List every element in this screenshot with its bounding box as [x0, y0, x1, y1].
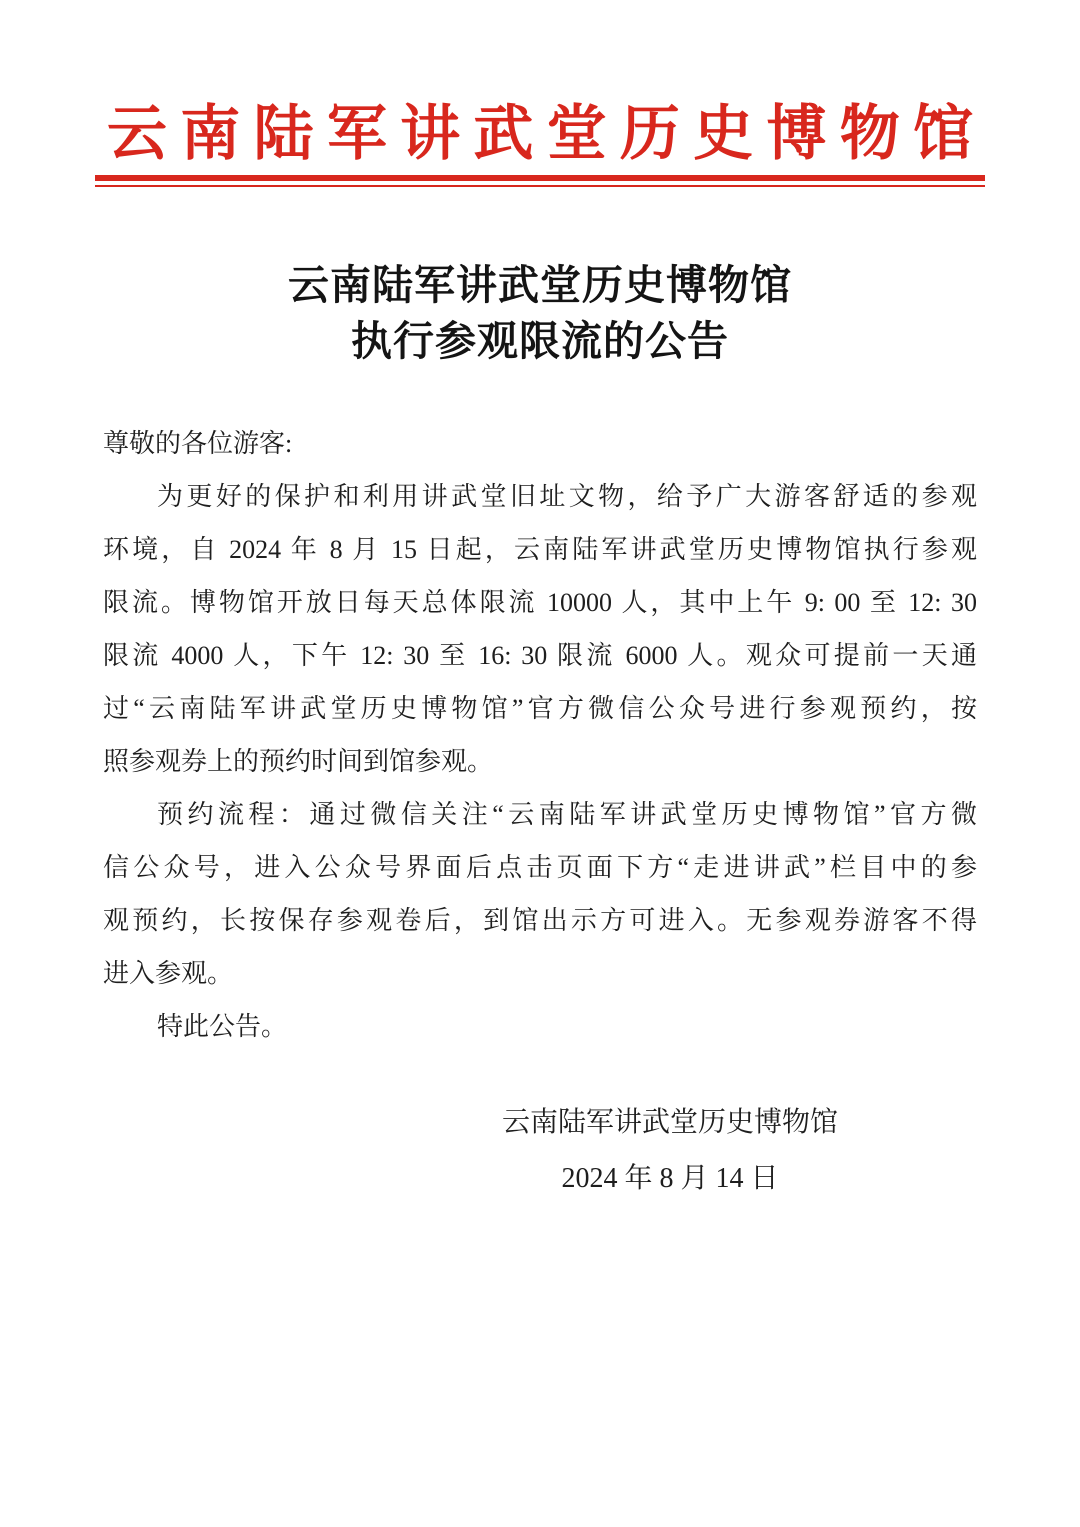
body-line: 照参观券上的预约时间到馆参观。	[103, 747, 494, 776]
body-line: 为更好的保护和利用讲武堂旧址文物，给予广大游客舒适的参观	[157, 482, 977, 511]
body-line: 观预约，长按保存参观卷后，到馆出示方可进入。无参观券游客不得	[103, 906, 977, 935]
body-line: 特此公告。	[157, 1012, 288, 1041]
signature-date: 2024 年 8 月 14 日	[561, 1163, 779, 1194]
body-paragraphs	[103, 470, 977, 1053]
body-line: 限流 4000 人，下午 12: 30 至 16: 30 限流 6000 人。观众可提前一天通	[103, 641, 977, 670]
body-line: 预约流程：通过微信关注“云南陆军讲武堂历史博物馆”官方微	[157, 800, 977, 829]
body-line: 限流。博物馆开放日每天总体限流 10000 人，其中上午 9: 00 至 12: 30	[103, 588, 977, 617]
body-line: 过“云南陆军讲武堂历史博物馆”官方微信公众号进行参观预约，按	[103, 694, 977, 723]
body-line: 信公众号，进入公众号界面后点击页面下方“走进讲武”栏目中的参	[103, 853, 977, 882]
salutation: 尊敬的各位游客:	[103, 429, 293, 458]
body-line: 进入参观。	[103, 959, 234, 988]
signature-name: 云南陆军讲武堂历史博物馆	[501, 1107, 838, 1138]
notice-title-line2: 执行参观限流的公告	[351, 318, 729, 364]
notice-title	[95, 257, 985, 369]
body-line: 环境，自 2024 年 8 月 15 日起，云南陆军讲武堂历史博物馆执行参观	[103, 535, 977, 564]
notice-title-line1: 云南陆军讲武堂历史博物馆	[288, 262, 792, 308]
letterhead-title: 云南陆军讲武堂历史博物馆	[107, 101, 973, 167]
letterhead-rule-thin	[95, 185, 985, 187]
letterhead	[95, 100, 985, 187]
signature-block	[460, 1095, 880, 1207]
notice-body	[95, 417, 985, 1053]
letterhead-rule-thick	[95, 175, 985, 181]
